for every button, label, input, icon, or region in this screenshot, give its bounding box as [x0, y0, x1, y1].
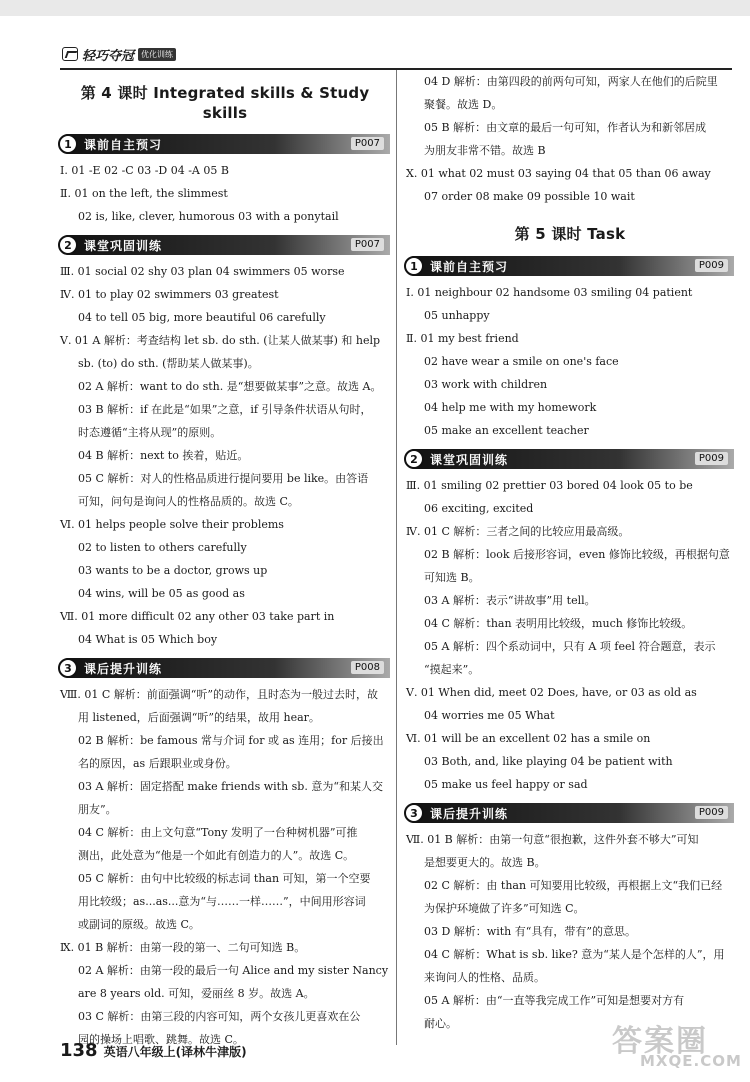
answer-line: 02 is, like, clever, humorous 03 with a ponytail — [78, 210, 339, 223]
answer-line: 为保护环境做了许多”可知选 C。 — [424, 902, 585, 915]
answer-line: 02 A 解析：want to do sth. 是“想要做某事”之意。故选 A。 — [78, 380, 382, 393]
section-header-preview — [60, 134, 390, 154]
brand-header — [62, 44, 176, 64]
answer-line: Ⅵ. 01 will be an excellent 02 has a smile on — [406, 732, 651, 745]
answer-line: Ⅲ. 01 smiling 02 prettier 03 bored 04 look 05 to be — [406, 479, 693, 492]
page-footer — [60, 1040, 247, 1061]
answer-line: 为朋友非常不错。故选 B — [424, 144, 546, 157]
answer-line: 用 listened，后面强调“听”的结果，故用 hear。 — [78, 711, 320, 724]
answer-line: 02 B 解析：look 后接形容词，even 修饰比较级，再根据句意 — [424, 548, 730, 561]
section-title: 课后提升训练 — [84, 661, 163, 676]
answer-line: Ⅴ. 01 When did, meet 02 Does, have, or 03 as old as — [406, 686, 697, 699]
section-header-classroom — [60, 235, 390, 255]
watermark-url: MXQE.COM — [640, 1052, 742, 1070]
section-number-icon: 3 — [58, 658, 78, 678]
answer-line: 04 help me with my homework — [424, 401, 597, 414]
answer-line: 02 C 解析：由 than 可知要用比较级，再根据上文“我们已经 — [424, 879, 723, 892]
section-page-ref: P008 — [351, 661, 384, 674]
answer-line: 03 A 解析：固定搭配 make friends with sb. 意为“和某人交 — [78, 780, 383, 793]
answer-line: 05 B 解析：由文章的最后一句可知，作者认为和新邻居成 — [424, 121, 707, 134]
section-number-icon: 2 — [404, 449, 424, 469]
answer-line: 耐心。 — [424, 1017, 457, 1030]
answer-line: Ⅳ. 01 C 解析：三者之间的比较应用最高级。 — [406, 525, 630, 538]
answer-line: 03 D 解析：with 有“具有，带有”的意思。 — [424, 925, 636, 938]
answer-line: 来询问人的性格、品质。 — [424, 971, 545, 984]
answer-line: 02 have wear a smile on one's face — [424, 355, 619, 368]
answer-line: 用比较级；as...as...意为“与……一样……”，中间用形容词 — [78, 895, 366, 908]
page-number: 138 — [60, 1040, 98, 1061]
answer-line: Ⅱ. 01 my best friend — [406, 332, 519, 345]
answer-line: Ⅰ. 01 neighbour 02 handsome 03 smiling 04 patient — [406, 286, 693, 299]
answer-line: Ⅲ. 01 social 02 shy 03 plan 04 swimmers 05 worse — [60, 265, 345, 278]
section-header-preview — [406, 256, 734, 276]
answer-line: 06 exciting, excited — [424, 502, 534, 515]
answer-line: Ⅶ. 01 more difficult 02 any other 03 take part in — [60, 610, 335, 623]
answer-line: 04 wins, will be 05 as good as — [78, 587, 245, 600]
answer-line: 04 D 解析：由第四段的前两句可知，两家人在他们的后院里 — [424, 75, 718, 88]
answer-line: 朋友”。 — [78, 803, 117, 816]
answer-line: Ⅳ. 01 to play 02 swimmers 03 greatest — [60, 288, 279, 301]
section-title: 课堂巩固训练 — [430, 452, 509, 467]
answer-line: 03 work with children — [424, 378, 548, 391]
section-page-ref: P007 — [351, 238, 384, 251]
answer-line: Ⅹ. 01 what 02 must 03 saying 04 that 05 than 06 away — [406, 167, 711, 180]
section-title: 课堂巩固训练 — [84, 238, 163, 253]
answer-line: Ⅴ. 01 A 解析：考查结构 let sb. do sth. (让某人做某事) 和 help — [60, 334, 381, 347]
section-page-ref: P007 — [351, 137, 384, 150]
brand-name: 轻巧夺冠 — [82, 48, 135, 64]
answer-line: Ⅷ. 01 C 解析：前面强调“听”的动作，且时态为一般过去时，故 — [60, 688, 378, 701]
answer-line: 03 B 解析：if 在此是“如果”之意，if 引导条件状语从句时， — [78, 403, 372, 416]
section-number-icon: 1 — [58, 134, 78, 154]
answer-line: 时态遵循“主将从现”的原则。 — [78, 426, 222, 439]
section-page-ref: P009 — [695, 806, 728, 819]
answer-line: 04 B 解析：next to 挨着，贴近。 — [78, 449, 249, 462]
column-divider — [396, 70, 397, 1045]
answer-line: 03 Both, and, like playing 04 be patient with — [424, 755, 673, 768]
section-title: 课前自主预习 — [430, 259, 509, 274]
answer-line: 可知，问句是询问人的性格品质的。故选 C。 — [78, 495, 299, 508]
section-page-ref: P009 — [695, 259, 728, 272]
answer-line: Ⅱ. 01 on the left, the slimmest — [60, 187, 228, 200]
answer-line: 04 worries me 05 What — [424, 709, 555, 722]
watermark-logo: 答案圈 — [612, 1024, 708, 1059]
answer-line: Ⅰ. 01 -E 02 -C 03 -D 04 -A 05 B — [60, 164, 229, 177]
answer-line: 04 C 解析：由上文句意“Tony 发明了一台种树机器”可推 — [78, 826, 358, 839]
answer-line: “摸起来”。 — [424, 663, 480, 676]
answer-line: 03 C 解析：由第三段的内容可知，两个女孩儿更喜欢在公 — [78, 1010, 361, 1023]
section-number-icon: 3 — [404, 803, 424, 823]
answer-line: 03 wants to be a doctor, grows up — [78, 564, 268, 577]
section-header-after-class — [60, 658, 390, 678]
answer-line: Ⅸ. 01 B 解析：由第一段的第一、二句可知选 B。 — [60, 941, 306, 954]
brand-badge: 优化训练 — [138, 48, 176, 61]
answer-line: 05 A 解析：由“一直等我完成工作”可知是想要对方有 — [424, 994, 685, 1007]
answer-line: 05 A 解析：四个系动词中，只有 A 项 feel 符合题意，表示 — [424, 640, 716, 653]
answer-line: 05 make us feel happy or sad — [424, 778, 588, 791]
answer-line: Ⅶ. 01 B 解析：由第一句意“很抱歉，这件外套不够大”可知 — [406, 833, 699, 846]
answer-line: 07 order 08 make 09 possible 10 wait — [424, 190, 635, 203]
answer-line: 05 C 解析：由句中比较级的标志词 than 可知，第一个空要 — [78, 872, 371, 885]
top-scan-band — [0, 0, 750, 16]
answer-line: 05 C 解析：对人的性格品质进行提问要用 be like。由答语 — [78, 472, 369, 485]
answer-line: 02 A 解析：由第一段的最后一句 Alice and my sister Nancy — [78, 964, 389, 977]
answer-line: 或副词的原级。故选 C。 — [78, 918, 200, 931]
answer-line: are 8 years old. 可知，爱丽丝 8 岁。故选 A。 — [78, 987, 315, 1000]
brand-logo-icon — [62, 47, 78, 61]
section-title: 课后提升训练 — [430, 806, 509, 821]
section-number-icon: 2 — [58, 235, 78, 255]
answer-line: 是想要更大的。故选 B。 — [424, 856, 546, 869]
answer-line: 可知选 B。 — [424, 571, 480, 584]
answer-line: 04 C 解析：What is sb. like? 意为“某人是个怎样的人”，用 — [424, 948, 725, 961]
section-number-icon: 1 — [404, 256, 424, 276]
answer-line: 测出，此处意为“他是一个如此有创造力的人”。故选 C。 — [78, 849, 355, 862]
section-header-classroom — [406, 449, 734, 469]
answer-line: 名的原因，as 后跟职业或身份。 — [78, 757, 237, 770]
answer-line: 03 A 解析：表示“讲故事”用 tell。 — [424, 594, 596, 607]
section-page-ref: P009 — [695, 452, 728, 465]
answer-line: 05 unhappy — [424, 309, 490, 322]
right-column — [406, 70, 734, 1035]
lesson-title-4: 第 4 课时 Integrated skills & Study skills — [80, 84, 370, 122]
answer-line: 园的操场上唱歌、跳舞。故选 C。 — [78, 1033, 244, 1046]
answer-line: 05 make an excellent teacher — [424, 424, 589, 437]
book-title: 英语八年级上(译林牛津版) — [103, 1045, 247, 1059]
answer-line: Ⅵ. 01 helps people solve their problems — [60, 518, 284, 531]
section-header-after-class — [406, 803, 734, 823]
answer-line: 04 to tell 05 big, more beautiful 06 carefully — [78, 311, 326, 324]
answer-line: sb. (to) do sth. (帮助某人做某事)。 — [78, 357, 259, 370]
lesson-title-5: 第 5 课时 Task — [514, 225, 626, 243]
answer-line: 02 B 解析：be famous 常与介词 for 或 as 连用；for 后接出 — [78, 734, 384, 747]
section-title: 课前自主预习 — [84, 137, 163, 152]
answer-line: 02 to listen to others carefully — [78, 541, 247, 554]
answer-line: 04 What is 05 Which boy — [78, 633, 218, 646]
answer-line: 聚餐。故选 D。 — [424, 98, 503, 111]
answer-line: 04 C 解析：than 表明用比较级，much 修饰比较级。 — [424, 617, 693, 630]
left-column — [60, 70, 390, 1051]
